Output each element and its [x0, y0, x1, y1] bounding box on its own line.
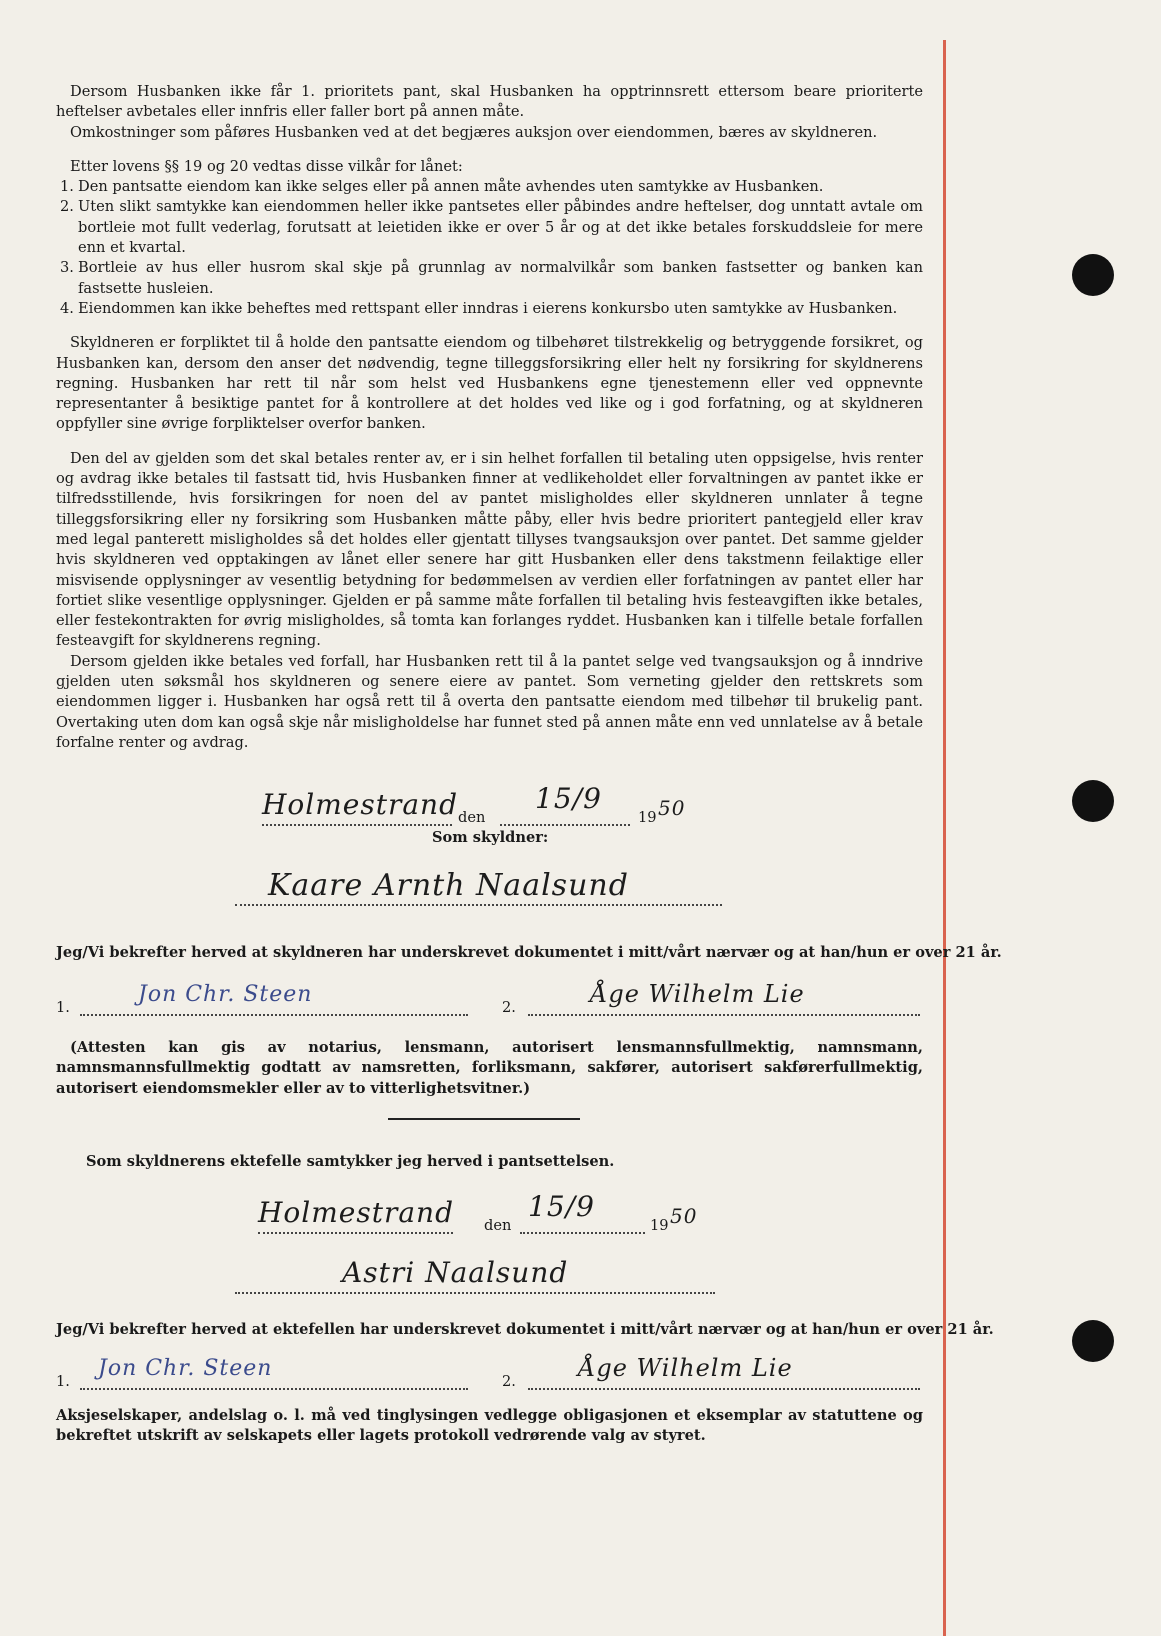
debtor-signature: Kaare Arnth Naalsund — [268, 868, 629, 903]
dotted-line — [520, 1232, 645, 1234]
den-label: den — [458, 809, 486, 826]
witness-number: 2. — [502, 999, 516, 1016]
paragraph-default: Den del av gjelden som det skal betales renter av, er i sin helhet forfallen til betaling uten oppsigelse, hvis renter og avdrag ikke betales til fastsatt tid, hvis Husbanken finner at vedlikeholdet eller forvaltningen av pantet ikke er tilfredsstillende, hvis forsikringen for noen del av pantet misligholdes eller skyldneren unnlater å tegne tilleggsforsikring eller ny forsikring som Husbanken måtte påby, eller hvis bedre prioritert pantegjeld eller krav med legal panterett misligholdes så det holdes eller gjentatt tillyses tvangsauksjon over pantet. Det samme gjelder hvis skyldneren ved opptakingen av lånet eller senere har gitt Husbanken eller dens takstmenn feilaktige eller misvisende opplysninger av vesentlig betydning for bedømmelsen av verdien eller forfatningen av pantet eller har fortiet slike vesentlige opplysninger. Gjelden er på samme måte forfallen til betaling hvis festeavgiften ikke betales, eller festekontrakten for øvrig misligholdes, så tomta kan forlanges ryddet. Husbanken kan i tilfelle betale forfallen festeavgift for skyldnerens regning. — [56, 449, 923, 650]
dotted-line — [235, 1292, 715, 1294]
paragraph-costs: Omkostninger som påføres Husbanken ved at det begjæres auksjon over eiendommen, bæres av skyldneren. — [70, 123, 878, 141]
punch-hole — [1072, 254, 1114, 296]
dotted-line — [80, 1014, 468, 1016]
footer-note: Aksjeselskaper, andelslag o. l. må ved tinglysingen vedlegge obligasjonen et eksemplar av statuttene og bekreftet utskrift av selskapets eller lagets protokoll vedrørende valg av styret. — [56, 1407, 923, 1445]
dotted-line — [262, 824, 452, 826]
paragraph-insurance: Skyldneren er forpliktet til å holde den pantsatte eiendom og tilbehøret tilstrekkelig og betryggende forsikret, og Husbanken kan, dersom den anser det nødvendig, tegne tilleggsforsikring eller helt ny forsikring for skyldnerens regning. Husbanken har rett til når som helst ved Husbankens egne tjenestemenn eller ved oppnevnte representanter å besiktige pantet for å kontrollere at det holdes ved like og i god forfatning, og at skyldneren oppfyller sine øvrige forpliktelser overfor banken. — [56, 334, 923, 433]
attest-note: (Attesten kan gis av notarius, lensmann, autorisert lensmannsfullmektig, namnsmann, namnsmannsfullmektig godtatt av namsretten, forliksmann, sakfører, autorisert sakførerfullmektig, autorisert eiendomsmekler eller av to vitterlighetsvitner.) — [56, 1039, 923, 1097]
term-item: 4. Eiendommen kan ikke beheftes med rettspant eller inndras i eierens konkursbo uten samtykke av Husbanken. — [60, 299, 898, 317]
separator-rule — [388, 1118, 580, 1120]
debtor-label: Som skyldner: — [432, 829, 549, 846]
witness-signature: Åge Wilhelm Lie — [578, 1354, 793, 1382]
dotted-line — [80, 1388, 468, 1390]
spouse-signature: Astri Naalsund — [342, 1256, 569, 1289]
handwritten-place: Holmestrand — [262, 788, 459, 821]
dotted-line — [528, 1388, 920, 1390]
body-text — [56, 82, 923, 753]
attest-statement: Jeg/Vi bekrefter herved at ektefellen har underskrevet dokumentet i mitt/vårt nærvær og at han/hun er over 21 år. — [56, 1321, 994, 1338]
year-printed: 19 — [650, 1217, 669, 1234]
dotted-line — [528, 1014, 920, 1016]
handwritten-place: Holmestrand — [258, 1196, 455, 1229]
red-margin-line — [943, 40, 946, 1636]
term-item: 3. Bortleie av hus eller husrom skal skje på grunnlag av normalvilkår som banken fastsetter og banken kan fastsette husleien. — [60, 259, 923, 297]
punch-hole — [1072, 1320, 1114, 1362]
dotted-line — [235, 904, 722, 906]
dotted-line — [500, 824, 630, 826]
terms-list — [56, 177, 923, 319]
handwritten-date: 15/9 — [535, 782, 602, 815]
witness-number: 1. — [56, 1373, 70, 1390]
dotted-line — [258, 1232, 453, 1234]
witness-signature: Jon Chr. Steen — [98, 1356, 273, 1381]
witness-number: 2. — [502, 1373, 516, 1390]
witness-number: 1. — [56, 999, 70, 1016]
terms-intro: Etter lovens §§ 19 og 20 vedtas disse vilkår for lånet: — [70, 157, 463, 175]
witness-signature: Jon Chr. Steen — [138, 982, 313, 1007]
paragraph-auction: Dersom gjelden ikke betales ved forfall, har Husbanken rett til å la pantet selge ved tvangsauksjon og å inndrive gjelden uten søksmål hos skyldneren og senere eiere av pantet. Som verneting gjelder den rettskrets som eiendommen ligger i. Husbanken har også rett til å overta den pantsatte eiendom med tilbehør til brukelig pant. Overtaking uten dom kan også skje når misligholdelse har funnet sted på annen måte enn ved unnlatelse av å betale forfalne renter og avdrag. — [56, 652, 923, 751]
term-item: 1. Den pantsatte eiendom kan ikke selges eller på annen måte avhendes uten samtykke av Husbanken. — [60, 178, 824, 196]
handwritten-year: 50 — [670, 1204, 698, 1228]
paragraph-priority: Dersom Husbanken ikke får 1. prioritets pant, skal Husbanken ha opptrinnsrett ettersom beare prioriterte heftelser avbetales eller innfris eller faller bort på annen måte. — [56, 83, 923, 121]
handwritten-year: 50 — [658, 796, 686, 820]
term-item: 2. Uten slikt samtykke kan eiendommen heller ikke pantsetes eller påbindes andre heftelser, dog unntatt avtale om bortleie mot fullt vederlag, forutsatt at leietiden ikke er over 5 år og at det ikke betales forskuddsleie for mere enn et kvartal. — [60, 198, 923, 257]
year-printed: 19 — [638, 809, 657, 826]
punch-hole — [1072, 780, 1114, 822]
attest-statement: Jeg/Vi bekrefter herved at skyldneren har underskrevet dokumentet i mitt/vårt nærvær og at han/hun er over 21 år. — [56, 944, 1002, 961]
spouse-statement: Som skyldnerens ektefelle samtykker jeg herved i pantsettelsen. — [86, 1153, 615, 1170]
den-label: den — [484, 1217, 512, 1234]
witness-signature: Åge Wilhelm Lie — [590, 980, 805, 1008]
handwritten-date: 15/9 — [528, 1190, 595, 1223]
